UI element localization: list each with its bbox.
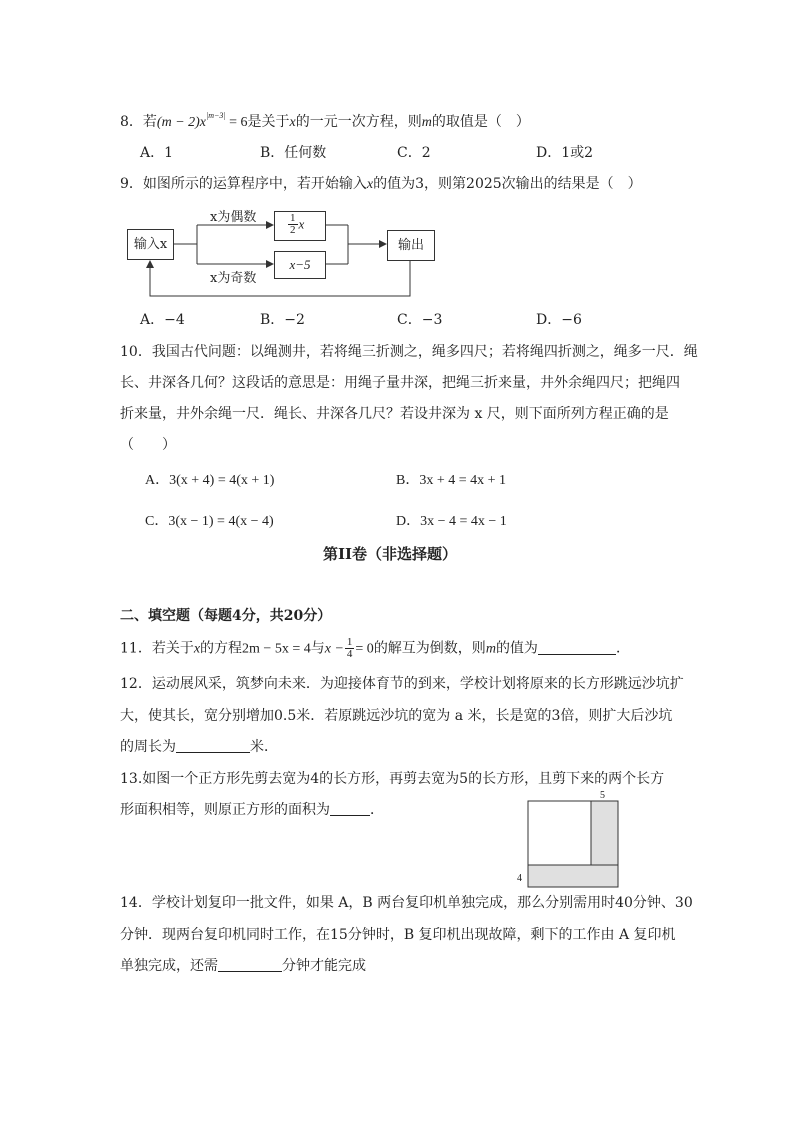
cut-strip-width-4 (528, 865, 618, 887)
question-text: 形面积相等，则原正方形的面积为 (120, 802, 330, 818)
section-2-title: 二、填空题（每题4分，共20分） (120, 608, 332, 624)
math-variable: x (366, 177, 374, 192)
question-text: 单独完成，还需 (120, 958, 218, 974)
question-10-line-1: 10．我国古代问题：以绳测井，若将绳三折测之，绳多四尺；若将绳四折测之，绳多一尺．绳 (120, 344, 698, 360)
even-branch-label: x为偶数 (210, 210, 257, 225)
half-box (274, 211, 326, 241)
fraction-half (288, 213, 298, 236)
output-box (387, 230, 435, 261)
q10-option-c: C．3(x − 1) = 4(x − 4) (145, 514, 274, 529)
q9-option-b: B．−2 (260, 312, 305, 328)
question-text: 如图所示的运算程序中，若开始输入 (142, 176, 367, 192)
q9-option-d: D．−6 (536, 312, 582, 328)
question-text: 的值为3，则第2025次输出的结果是（ ） (373, 176, 642, 192)
question-text: 的值为 (495, 640, 538, 657)
question-text: ． (615, 640, 630, 657)
math-expression: (m − 2)x (156, 115, 207, 130)
output-box-label: 输出 (397, 238, 424, 253)
cut-strip-width-5 (591, 801, 618, 865)
math-variable: x (289, 115, 296, 130)
question-12-line-3 (120, 737, 278, 757)
question-text: 的取值是（ ） (431, 114, 530, 130)
question-12-line-2: 大，使其长，宽分别增加0.5米．若原跳远沙坑的宽为 a 米，长是宽的3倍，则扩大后沙坑 (120, 708, 673, 724)
input-box-label: 输入x (133, 237, 168, 252)
math-variable: m (421, 115, 432, 130)
q8-option-b: B．任何数 (260, 145, 327, 161)
question-text: 分钟才能完成 (282, 958, 366, 974)
question-11-stem (120, 637, 630, 660)
fraction-numerator: 1 (346, 636, 353, 648)
question-10-line-2: 长、井深各几何？这段话的意思是：用绳子量井深，把绳三折来量，井外余绳四尺；把绳四 (120, 375, 680, 391)
question-12-line-1: 12．运动展风采，筑梦向未来．为迎接体育节的到来，学校计划将原来的长方形跳远沙坑扩 (120, 676, 684, 692)
question-number: 8． (120, 114, 143, 130)
math-variable: x (298, 216, 305, 232)
square-figure-drawing (520, 790, 630, 890)
question-number: 9． (120, 176, 143, 192)
fraction-numerator: 1 (290, 212, 296, 224)
math-equation: = 0 (355, 641, 374, 657)
math-equation: x − (324, 641, 344, 657)
question-14-line-2: 分钟．现两台复印机同时工作，在15分钟时，B 复印机出现故障，剩下的工作由 A 复印机 (120, 927, 676, 943)
q10-option-d: D．3x − 4 = 4x − 1 (396, 514, 507, 529)
question-text: 若关于 (151, 640, 194, 657)
half-expression (287, 213, 304, 236)
math-equation: 2m − 5x = 4 (242, 641, 311, 657)
answer-blank[interactable] (176, 738, 250, 753)
fraction-quarter (345, 637, 355, 660)
q10-option-a: A．3(x + 4) = 4(x + 1) (145, 473, 275, 488)
question-text: 米． (250, 739, 278, 755)
odd-branch-label: x为奇数 (210, 271, 257, 286)
question-14-line-3 (120, 956, 366, 976)
question-number: 11． (120, 640, 152, 657)
answer-blank[interactable] (330, 801, 370, 816)
part-2-title: 第II卷（非选择题） (323, 545, 458, 563)
question-10-line-4: （ ） (120, 437, 176, 453)
question-text: 的解互为倒数，则 (373, 640, 486, 657)
question-text: 的一元一次方程，则 (295, 114, 422, 130)
question-text: 与 (310, 640, 325, 657)
math-variable: x (193, 641, 201, 657)
question-text: = 6是关于 (225, 115, 290, 130)
q10-option-b: B．3x + 4 = 4x + 1 (396, 473, 507, 488)
answer-blank[interactable] (218, 957, 282, 972)
question-13-line-1: 13.如图一个正方形先剪去宽为4的长方形，再剪去宽为5的长方形，且剪下来的两个长方 (120, 771, 665, 787)
question-text: 若 (142, 114, 157, 130)
minus-five-label: x−5 (289, 257, 311, 272)
question-13-line-2 (120, 800, 384, 820)
fraction-denominator: 4 (346, 648, 353, 660)
question-text: ． (370, 802, 384, 818)
answer-blank[interactable] (538, 640, 616, 655)
label-4: 4 (517, 873, 522, 884)
math-exponent: |m−3| (206, 111, 226, 120)
question-14-line-1: 14．学校计划复印一批文件，如果 A，B 两台复印机单独完成，那么分别需用时40分钟、30 (120, 895, 693, 911)
question-10-line-3: 折来量，井外余绳一尺．绳长、井深各几尺？若设井深为 x 尺，则下面所列方程正确的是 (120, 406, 669, 422)
fraction-denominator: 2 (290, 224, 296, 236)
math-variable: m (485, 641, 496, 657)
minus-five-box (274, 251, 326, 279)
question-text: 的方程 (200, 640, 243, 657)
q8-option-c: C．2 (397, 145, 431, 161)
flow-diagram-arrows (0, 0, 794, 320)
question-text: 的周长为 (120, 739, 176, 755)
q9-option-c: C．−3 (397, 312, 443, 328)
label-5: 5 (600, 790, 605, 801)
q8-option-a: A．1 (140, 145, 174, 161)
q9-option-a: A．−4 (140, 312, 185, 328)
input-box (127, 229, 174, 260)
q8-option-d: D．1或2 (536, 145, 594, 161)
